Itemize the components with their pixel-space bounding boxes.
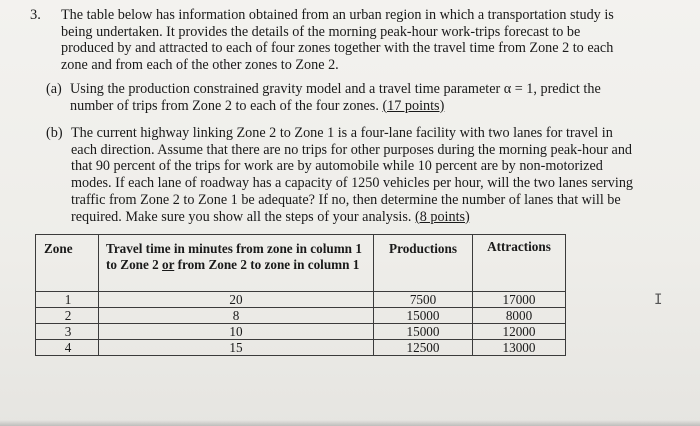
cell-zone: 4 <box>36 340 99 356</box>
header-zone: Zone <box>36 235 99 292</box>
part-b-points: (8 points) <box>414 208 470 225</box>
text-cursor-icon: I <box>654 292 663 308</box>
header-travel-time-part1: Travel time in minutes from zone in column 1 to Zone 2 <box>106 241 362 272</box>
cell-productions: 12500 <box>374 340 473 356</box>
cell-attractions: 8000 <box>473 308 566 324</box>
table-row <box>36 324 566 340</box>
question-text: The table below has information obtained from an urban region in which a transportation study is being undertaken. It provides the details of the morning peak-hour work-trips forecast to be produced by and attracted to each of four zones together with the travel time from Zone 2 to each zone and from each of the other zones to Zone 2. <box>61 7 614 74</box>
part-b-label: (b) <box>46 125 63 141</box>
cell-productions: 15000 <box>374 324 473 340</box>
part-b-text <box>71 125 633 225</box>
cell-zone: 2 <box>36 308 99 324</box>
cell-attractions: 13000 <box>473 340 566 356</box>
cell-productions: 7500 <box>374 292 473 308</box>
header-travel-time-part2: from Zone 2 to zone in column 1 <box>174 257 360 272</box>
page-edge-shadow <box>0 420 700 426</box>
cell-time: 8 <box>99 308 374 324</box>
part-a-body: Using the production constrained gravity model and a travel time parameter α = 1, predict the number of trips from Zone 2 to each of the four zones. <box>70 81 601 114</box>
table-row <box>36 292 566 308</box>
table-row <box>36 308 566 324</box>
cell-zone: 1 <box>36 292 99 308</box>
cell-time: 15 <box>99 340 374 356</box>
cell-zone: 3 <box>36 324 99 340</box>
part-b-body: The current highway linking Zone 2 to Zone 1 is a four-lane facility with two lanes for travel in each direction. Assume that there are no trips for other purposes during the morning peak-hour and that 90 percent of the trips for work are by automobile while 10 percent are by non-motorized modes. If each lane of roadway has a capacity of 1250 vehicles per hour, will the two lanes serving traffic from Zone 2 to Zone 1 be adequate? If no, then determine the number of lanes that will be required. Make sure you show all the steps of your analysis. <box>71 125 634 225</box>
cell-time: 20 <box>99 292 374 308</box>
part-a-text <box>70 81 635 114</box>
part-a-label: (a) <box>46 81 62 97</box>
header-travel-time <box>99 235 374 292</box>
header-travel-time-or: or <box>162 257 175 272</box>
table-header-row <box>36 235 566 292</box>
cell-time: 10 <box>99 324 374 340</box>
cell-productions: 15000 <box>374 308 473 324</box>
part-a-points: (17 points) <box>382 97 445 114</box>
cell-attractions: 12000 <box>473 324 566 340</box>
header-productions: Productions <box>374 235 473 292</box>
header-attractions: Attractions <box>473 235 566 292</box>
question-number: 3. <box>30 7 41 23</box>
table-row <box>36 340 566 356</box>
cell-attractions: 17000 <box>473 292 566 308</box>
zone-data-table <box>35 234 566 356</box>
